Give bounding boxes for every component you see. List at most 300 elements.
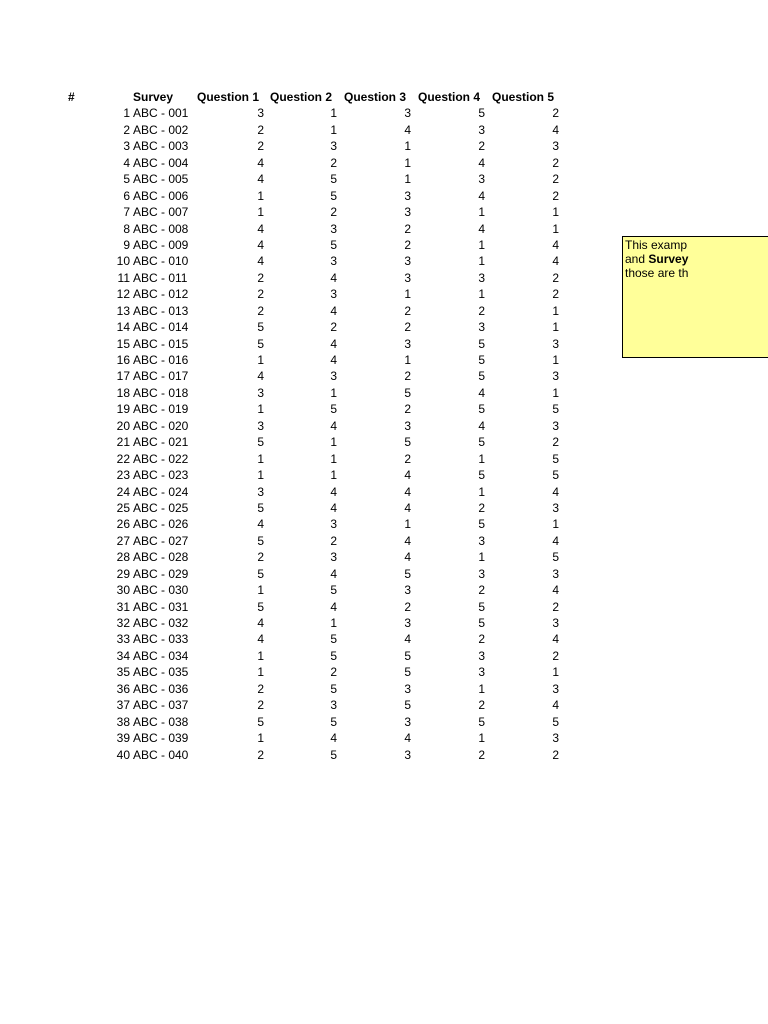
- question-1-cell[interactable]: 2: [257, 287, 264, 302]
- survey-id-cell[interactable]: ABC - 017: [133, 369, 189, 384]
- question-2-cell[interactable]: 4: [330, 336, 337, 351]
- question-4-cell[interactable]: 3: [478, 172, 485, 187]
- row-number-cell[interactable]: 33: [116, 632, 130, 647]
- row-number-cell[interactable]: 11: [117, 270, 130, 285]
- question-3-cell[interactable]: 3: [404, 681, 411, 696]
- question-4-cell[interactable]: 3: [478, 648, 485, 663]
- question-4-cell[interactable]: 4: [478, 155, 485, 170]
- row-number-cell[interactable]: 37: [116, 698, 130, 713]
- question-4-cell[interactable]: 4: [478, 188, 485, 203]
- question-4-cell[interactable]: 1: [478, 237, 485, 252]
- question-3-cell[interactable]: 5: [404, 665, 411, 680]
- row-number-cell[interactable]: 31: [116, 599, 130, 614]
- question-1-cell[interactable]: 5: [257, 500, 264, 515]
- survey-id-cell[interactable]: ABC - 033: [133, 632, 189, 647]
- header-number[interactable]: #: [68, 90, 75, 104]
- question-2-cell[interactable]: 1: [330, 616, 337, 630]
- question-3-cell[interactable]: 2: [404, 303, 411, 318]
- question-4-cell[interactable]: 1: [478, 205, 485, 220]
- question-5-cell[interactable]: 2: [552, 106, 559, 121]
- question-2-cell[interactable]: 4: [330, 353, 337, 367]
- question-2-cell[interactable]: 3: [330, 517, 337, 532]
- question-3-cell[interactable]: 4: [404, 550, 411, 565]
- row-number-cell[interactable]: 22: [116, 451, 130, 466]
- question-2-cell[interactable]: 2: [330, 205, 337, 220]
- question-5-cell[interactable]: 4: [552, 237, 559, 252]
- question-1-cell[interactable]: 2: [257, 698, 264, 713]
- survey-id-cell[interactable]: ABC - 024: [133, 484, 189, 499]
- question-1-cell[interactable]: 1: [257, 402, 264, 417]
- question-3-cell[interactable]: 5: [404, 385, 411, 400]
- row-number-cell[interactable]: 7: [123, 205, 130, 220]
- question-5-cell[interactable]: 1: [552, 221, 559, 236]
- row-number-cell[interactable]: 32: [116, 616, 130, 630]
- row-number-cell[interactable]: 34: [116, 648, 130, 663]
- survey-id-cell[interactable]: ABC - 038: [133, 714, 189, 729]
- row-number-cell[interactable]: 9: [123, 237, 130, 252]
- question-2-cell[interactable]: 5: [330, 747, 337, 762]
- question-2-cell[interactable]: 5: [330, 583, 337, 598]
- table-row: [0, 434, 620, 450]
- table-row: [0, 697, 620, 713]
- question-3-cell[interactable]: 2: [404, 402, 411, 417]
- row-number-cell[interactable]: 24: [116, 484, 130, 499]
- survey-id-cell[interactable]: ABC - 018: [133, 385, 189, 400]
- question-5-cell[interactable]: 5: [552, 468, 559, 483]
- question-5-cell[interactable]: 2: [552, 155, 559, 170]
- question-1-cell[interactable]: 2: [257, 122, 264, 137]
- row-number-cell[interactable]: 27: [116, 533, 130, 548]
- question-4-cell[interactable]: 4: [478, 418, 485, 433]
- question-1-cell[interactable]: 1: [257, 665, 264, 680]
- question-5-cell[interactable]: 2: [552, 287, 559, 302]
- question-2-cell[interactable]: 4: [330, 566, 337, 581]
- question-3-cell[interactable]: 2: [404, 221, 411, 236]
- row-number-cell[interactable]: 25: [116, 500, 130, 515]
- table-row: [0, 138, 620, 154]
- question-1-cell[interactable]: 4: [257, 155, 264, 170]
- survey-id-cell[interactable]: ABC - 014: [133, 320, 189, 335]
- question-4-cell[interactable]: 2: [478, 632, 485, 647]
- survey-id-cell[interactable]: ABC - 006: [133, 188, 189, 203]
- question-2-cell[interactable]: 5: [330, 172, 337, 187]
- question-5-cell[interactable]: 2: [552, 172, 559, 187]
- question-5-cell[interactable]: 2: [552, 270, 559, 285]
- question-5-cell[interactable]: 2: [552, 747, 559, 762]
- question-2-cell[interactable]: 3: [330, 550, 337, 565]
- question-4-cell[interactable]: 5: [478, 369, 485, 384]
- survey-id-cell[interactable]: ABC - 016: [133, 353, 189, 367]
- survey-id-cell[interactable]: ABC - 004: [133, 155, 189, 170]
- question-2-cell[interactable]: 1: [330, 468, 337, 483]
- question-4-cell[interactable]: 1: [478, 550, 485, 565]
- question-1-cell[interactable]: 4: [257, 369, 264, 384]
- survey-id-cell[interactable]: ABC - 022: [133, 451, 189, 466]
- question-1-cell[interactable]: 5: [257, 435, 264, 450]
- question-3-cell[interactable]: 3: [404, 270, 411, 285]
- question-1-cell[interactable]: 2: [257, 303, 264, 318]
- question-3-cell[interactable]: 1: [404, 353, 411, 367]
- question-5-cell[interactable]: 3: [552, 566, 559, 581]
- survey-id-cell[interactable]: ABC - 012: [133, 287, 189, 302]
- question-5-cell[interactable]: 4: [552, 632, 559, 647]
- survey-id-cell[interactable]: ABC - 028: [133, 550, 189, 565]
- survey-id-cell[interactable]: ABC - 037: [133, 698, 189, 713]
- survey-id-cell[interactable]: ABC - 010: [133, 254, 189, 269]
- question-5-cell[interactable]: 3: [552, 500, 559, 515]
- question-4-cell[interactable]: 1: [478, 287, 485, 302]
- question-2-cell[interactable]: 1: [330, 385, 337, 400]
- question-2-cell[interactable]: 4: [330, 484, 337, 499]
- row-number-cell[interactable]: 30: [116, 583, 130, 598]
- question-3-cell[interactable]: 3: [404, 583, 411, 598]
- table-row: [0, 582, 620, 598]
- question-2-cell[interactable]: 4: [330, 418, 337, 433]
- question-2-cell[interactable]: 3: [330, 139, 337, 154]
- question-4-cell[interactable]: 5: [478, 353, 485, 367]
- survey-id-cell[interactable]: ABC - 026: [133, 517, 189, 532]
- question-5-cell[interactable]: 5: [552, 714, 559, 729]
- question-1-cell[interactable]: 3: [257, 106, 264, 121]
- question-1-cell[interactable]: 1: [257, 468, 264, 483]
- question-2-cell[interactable]: 2: [330, 533, 337, 548]
- survey-id-cell[interactable]: ABC - 020: [133, 418, 189, 433]
- question-3-cell[interactable]: 4: [404, 122, 411, 137]
- question-5-cell[interactable]: 4: [552, 122, 559, 137]
- question-3-cell[interactable]: 4: [404, 533, 411, 548]
- row-number-cell[interactable]: 5: [123, 172, 130, 187]
- question-2-cell[interactable]: 1: [330, 435, 337, 450]
- question-4-cell[interactable]: 4: [478, 385, 485, 400]
- question-1-cell[interactable]: 1: [257, 731, 264, 746]
- question-5-cell[interactable]: 1: [552, 205, 559, 220]
- question-2-cell[interactable]: 5: [330, 237, 337, 252]
- question-5-cell[interactable]: 1: [552, 353, 559, 367]
- question-5-cell[interactable]: 5: [552, 550, 559, 565]
- question-4-cell[interactable]: 5: [478, 106, 485, 121]
- question-3-cell[interactable]: 3: [404, 188, 411, 203]
- question-2-cell[interactable]: 4: [330, 731, 337, 746]
- question-1-cell[interactable]: 1: [257, 648, 264, 663]
- question-1-cell[interactable]: 4: [257, 237, 264, 252]
- question-2-cell[interactable]: 4: [330, 270, 337, 285]
- question-3-cell[interactable]: 5: [404, 435, 411, 450]
- row-number-cell[interactable]: 19: [116, 402, 130, 417]
- question-2-cell[interactable]: 5: [330, 681, 337, 696]
- question-3-cell[interactable]: 2: [404, 237, 411, 252]
- question-4-cell[interactable]: 5: [478, 336, 485, 351]
- question-2-cell[interactable]: 4: [330, 303, 337, 318]
- row-number-cell[interactable]: 6: [123, 188, 130, 203]
- survey-id-cell[interactable]: ABC - 009: [133, 237, 189, 252]
- survey-id-cell[interactable]: ABC - 015: [133, 336, 189, 351]
- question-4-cell[interactable]: 1: [478, 484, 485, 499]
- table-row: [0, 467, 620, 483]
- question-3-cell[interactable]: 5: [404, 648, 411, 663]
- question-4-cell[interactable]: 3: [478, 566, 485, 581]
- question-5-cell[interactable]: 1: [552, 320, 559, 335]
- question-2-cell[interactable]: 2: [330, 665, 337, 680]
- row-number-cell[interactable]: 39: [116, 731, 130, 746]
- question-3-cell[interactable]: 2: [404, 369, 411, 384]
- question-4-cell[interactable]: 1: [478, 681, 485, 696]
- question-1-cell[interactable]: 1: [257, 205, 264, 220]
- row-number-cell[interactable]: 2: [123, 122, 130, 137]
- question-2-cell[interactable]: 3: [330, 369, 337, 384]
- survey-id-cell[interactable]: ABC - 019: [133, 402, 189, 417]
- question-4-cell[interactable]: 3: [478, 122, 485, 137]
- question-4-cell[interactable]: 5: [478, 468, 485, 483]
- question-2-cell[interactable]: 4: [330, 500, 337, 515]
- question-3-cell[interactable]: 3: [404, 747, 411, 762]
- question-3-cell[interactable]: 2: [404, 451, 411, 466]
- question-1-cell[interactable]: 4: [257, 616, 264, 630]
- question-4-cell[interactable]: 5: [478, 616, 485, 630]
- question-3-cell[interactable]: 1: [404, 172, 411, 187]
- question-1-cell[interactable]: 4: [257, 517, 264, 532]
- row-number-cell[interactable]: 36: [116, 681, 130, 696]
- question-2-cell[interactable]: 5: [330, 188, 337, 203]
- survey-id-cell[interactable]: ABC - 013: [133, 303, 189, 318]
- question-3-cell[interactable]: 4: [404, 731, 411, 746]
- header-survey[interactable]: Survey: [133, 90, 174, 104]
- question-3-cell[interactable]: 5: [404, 698, 411, 713]
- question-2-cell[interactable]: 5: [330, 632, 337, 647]
- row-number-cell[interactable]: 28: [116, 550, 130, 565]
- row-number-cell[interactable]: 40: [116, 747, 130, 762]
- survey-id-cell[interactable]: ABC - 023: [133, 468, 189, 483]
- question-5-cell[interactable]: 5: [552, 402, 559, 417]
- question-5-cell[interactable]: 1: [552, 665, 559, 680]
- question-4-cell[interactable]: 3: [478, 533, 485, 548]
- question-1-cell[interactable]: 2: [257, 270, 264, 285]
- survey-id-cell[interactable]: ABC - 039: [133, 731, 189, 746]
- question-3-cell[interactable]: 3: [404, 418, 411, 433]
- header-question-3[interactable]: Question 3: [344, 90, 407, 104]
- question-3-cell[interactable]: 4: [404, 484, 411, 499]
- row-number-cell[interactable]: 35: [116, 665, 130, 680]
- question-1-cell[interactable]: 3: [257, 484, 264, 499]
- row-number-cell[interactable]: 15: [116, 336, 130, 351]
- question-1-cell[interactable]: 2: [257, 550, 264, 565]
- question-1-cell[interactable]: 2: [257, 681, 264, 696]
- question-1-cell[interactable]: 1: [257, 583, 264, 598]
- row-number-cell[interactable]: 13: [116, 303, 130, 318]
- question-5-cell[interactable]: 2: [552, 599, 559, 614]
- question-1-cell[interactable]: 4: [257, 172, 264, 187]
- question-1-cell[interactable]: 5: [257, 336, 264, 351]
- row-number-cell[interactable]: 38: [116, 714, 130, 729]
- question-5-cell[interactable]: 3: [552, 139, 559, 154]
- question-3-cell[interactable]: 3: [404, 205, 411, 220]
- question-4-cell[interactable]: 3: [478, 320, 485, 335]
- question-3-cell[interactable]: 1: [404, 155, 411, 170]
- question-3-cell[interactable]: 1: [404, 517, 411, 532]
- question-4-cell[interactable]: 5: [478, 517, 485, 532]
- question-5-cell[interactable]: 3: [552, 418, 559, 433]
- row-number-cell[interactable]: 3: [123, 139, 130, 154]
- question-3-cell[interactable]: 3: [404, 254, 411, 269]
- question-4-cell[interactable]: 1: [478, 451, 485, 466]
- question-2-cell[interactable]: 2: [330, 320, 337, 335]
- survey-id-cell[interactable]: ABC - 007: [133, 205, 189, 220]
- question-1-cell[interactable]: 3: [257, 385, 264, 400]
- row-number-cell[interactable]: 18: [116, 385, 130, 400]
- question-2-cell[interactable]: 5: [330, 402, 337, 417]
- row-number-cell[interactable]: 20: [116, 418, 130, 433]
- survey-id-cell[interactable]: ABC - 036: [133, 681, 189, 696]
- question-5-cell[interactable]: 5: [552, 451, 559, 466]
- question-2-cell[interactable]: 3: [330, 698, 337, 713]
- header-question-5[interactable]: Question 5: [492, 90, 555, 104]
- question-5-cell[interactable]: 1: [552, 385, 559, 400]
- table-row: [0, 253, 620, 269]
- survey-id-cell[interactable]: ABC - 025: [133, 500, 189, 515]
- question-4-cell[interactable]: 2: [478, 500, 485, 515]
- question-5-cell[interactable]: 3: [552, 731, 559, 746]
- row-number-cell[interactable]: 4: [123, 155, 130, 170]
- question-4-cell[interactable]: 1: [478, 731, 485, 746]
- survey-id-cell[interactable]: ABC - 032: [133, 616, 189, 630]
- question-3-cell[interactable]: 3: [404, 106, 411, 121]
- table-row: [0, 418, 620, 434]
- survey-id-cell[interactable]: ABC - 031: [133, 599, 189, 614]
- row-number-cell[interactable]: 10: [116, 254, 130, 269]
- question-2-cell[interactable]: 1: [330, 122, 337, 137]
- comment-note[interactable]: [622, 236, 768, 358]
- question-3-cell[interactable]: 1: [404, 139, 411, 154]
- row-number-cell[interactable]: 29: [116, 566, 130, 581]
- question-1-cell[interactable]: 4: [257, 632, 264, 647]
- header-question-4[interactable]: Question 4: [418, 90, 481, 104]
- question-3-cell[interactable]: 5: [404, 566, 411, 581]
- survey-id-cell[interactable]: ABC - 030: [133, 583, 189, 598]
- question-3-cell[interactable]: 2: [404, 599, 411, 614]
- question-4-cell[interactable]: 2: [478, 139, 485, 154]
- question-5-cell[interactable]: 1: [552, 517, 559, 532]
- question-3-cell[interactable]: 4: [404, 468, 411, 483]
- table-row: [0, 352, 620, 368]
- question-1-cell[interactable]: 2: [257, 747, 264, 762]
- question-5-cell[interactable]: 3: [552, 336, 559, 351]
- row-number-cell[interactable]: 16: [116, 353, 130, 367]
- question-3-cell[interactable]: 2: [404, 320, 411, 335]
- question-1-cell[interactable]: 5: [257, 320, 264, 335]
- survey-id-cell[interactable]: ABC - 040: [133, 747, 189, 762]
- question-1-cell[interactable]: 2: [257, 139, 264, 154]
- question-5-cell[interactable]: 3: [552, 369, 559, 384]
- question-1-cell[interactable]: 3: [257, 418, 264, 433]
- question-2-cell[interactable]: 1: [330, 106, 337, 121]
- question-1-cell[interactable]: 4: [257, 254, 264, 269]
- question-4-cell[interactable]: 4: [478, 221, 485, 236]
- question-1-cell[interactable]: 5: [257, 533, 264, 548]
- question-4-cell[interactable]: 2: [478, 747, 485, 762]
- question-2-cell[interactable]: 3: [330, 221, 337, 236]
- question-2-cell[interactable]: 3: [330, 287, 337, 302]
- question-5-cell[interactable]: 4: [552, 583, 559, 598]
- question-5-cell[interactable]: 3: [552, 681, 559, 696]
- question-3-cell[interactable]: 4: [404, 500, 411, 515]
- question-5-cell[interactable]: 2: [552, 435, 559, 450]
- question-4-cell[interactable]: 2: [478, 303, 485, 318]
- row-number-cell[interactable]: 8: [123, 221, 130, 236]
- survey-id-cell[interactable]: ABC - 005: [133, 172, 189, 187]
- question-1-cell[interactable]: 1: [257, 188, 264, 203]
- survey-id-cell[interactable]: ABC - 011: [133, 270, 188, 285]
- survey-id-cell[interactable]: ABC - 002: [133, 122, 189, 137]
- question-3-cell[interactable]: 3: [404, 616, 411, 630]
- question-2-cell[interactable]: 5: [330, 714, 337, 729]
- survey-id-cell[interactable]: ABC - 029: [133, 566, 189, 581]
- question-4-cell[interactable]: 5: [478, 599, 485, 614]
- row-number-cell[interactable]: 17: [116, 369, 130, 384]
- table-row: [0, 533, 620, 549]
- question-4-cell[interactable]: 2: [478, 698, 485, 713]
- question-4-cell[interactable]: 5: [478, 714, 485, 729]
- question-5-cell[interactable]: 4: [552, 533, 559, 548]
- question-5-cell[interactable]: 4: [552, 698, 559, 713]
- question-4-cell[interactable]: 3: [478, 270, 485, 285]
- question-4-cell[interactable]: 3: [478, 665, 485, 680]
- comment-note-line-2: [625, 252, 768, 266]
- row-number-cell[interactable]: 1: [123, 106, 130, 121]
- header-question-2[interactable]: Question 2: [270, 90, 333, 104]
- comment-note-line-2-bold: Survey: [648, 252, 689, 266]
- question-5-cell[interactable]: 2: [552, 648, 559, 663]
- question-1-cell[interactable]: 5: [257, 714, 264, 729]
- question-5-cell[interactable]: 3: [552, 616, 559, 630]
- question-2-cell[interactable]: 4: [330, 599, 337, 614]
- question-3-cell[interactable]: 1: [404, 287, 411, 302]
- survey-id-cell[interactable]: ABC - 027: [133, 533, 189, 548]
- question-2-cell[interactable]: 3: [330, 254, 337, 269]
- survey-id-cell[interactable]: ABC - 001: [133, 106, 189, 121]
- survey-id-cell[interactable]: ABC - 003: [133, 139, 189, 154]
- header-question-1[interactable]: Question 1: [197, 90, 260, 104]
- question-4-cell[interactable]: 5: [478, 402, 485, 417]
- row-number-cell[interactable]: 23: [116, 468, 130, 483]
- row-number-cell[interactable]: 12: [116, 287, 130, 302]
- row-number-cell[interactable]: 21: [116, 435, 130, 450]
- question-1-cell[interactable]: 5: [257, 566, 264, 581]
- survey-id-cell[interactable]: ABC - 021: [133, 435, 189, 450]
- survey-id-cell[interactable]: ABC - 034: [133, 648, 189, 663]
- question-2-cell[interactable]: 1: [330, 451, 337, 466]
- question-5-cell[interactable]: 4: [552, 254, 559, 269]
- question-4-cell[interactable]: 2: [478, 583, 485, 598]
- row-number-cell[interactable]: 14: [116, 320, 130, 335]
- question-5-cell[interactable]: 4: [552, 484, 559, 499]
- question-1-cell[interactable]: 5: [257, 599, 264, 614]
- question-1-cell[interactable]: 4: [257, 221, 264, 236]
- survey-id-cell[interactable]: ABC - 008: [133, 221, 189, 236]
- question-5-cell[interactable]: 1: [552, 303, 559, 318]
- question-2-cell[interactable]: 5: [330, 648, 337, 663]
- question-3-cell[interactable]: 3: [404, 336, 411, 351]
- question-4-cell[interactable]: 5: [478, 435, 485, 450]
- survey-id-cell[interactable]: ABC - 035: [133, 665, 189, 680]
- question-1-cell[interactable]: 1: [257, 451, 264, 466]
- question-1-cell[interactable]: 1: [257, 353, 264, 367]
- question-2-cell[interactable]: 2: [330, 155, 337, 170]
- question-3-cell[interactable]: 4: [404, 632, 411, 647]
- question-4-cell[interactable]: 1: [478, 254, 485, 269]
- table-row: [0, 714, 620, 730]
- question-5-cell[interactable]: 2: [552, 188, 559, 203]
- row-number-cell[interactable]: 26: [116, 517, 130, 532]
- question-3-cell[interactable]: 3: [404, 714, 411, 729]
